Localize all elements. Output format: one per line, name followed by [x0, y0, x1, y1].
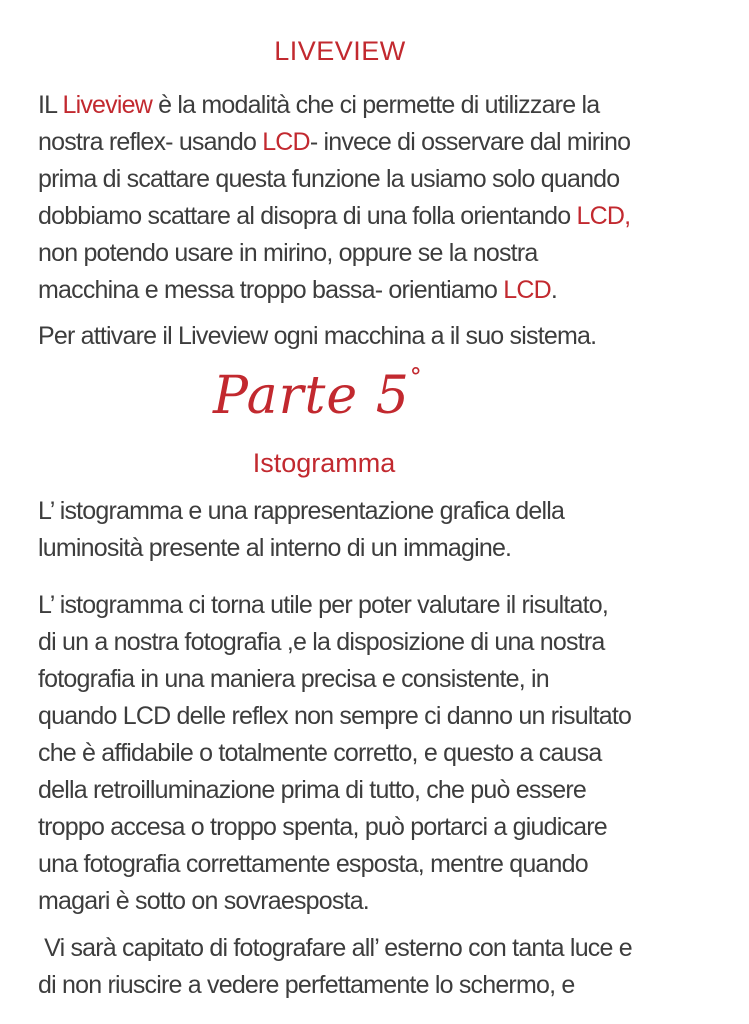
text-line	[38, 493, 749, 530]
highlighted-term: LCD,	[576, 202, 631, 230]
text-line	[38, 318, 749, 355]
text-segment: di non riuscire a vedere perfettamente lo schermo, e	[38, 971, 575, 999]
text-segment: .	[550, 276, 558, 304]
text-line	[38, 772, 749, 809]
text-line	[38, 846, 749, 883]
text-segment: L’ istogramma ci torna utile per poter valutare il risultato,	[38, 591, 608, 619]
paragraph-outdoor-light	[38, 930, 749, 1004]
text-segment: dobbiamo scattare al disopra di una folla orientando	[38, 202, 577, 230]
part-heading-script-text: Parte 5	[213, 366, 410, 426]
text-segment: della retroilluminazione prima di tutto, che può essere	[38, 776, 586, 804]
text-line	[38, 235, 749, 272]
text-segment: L’ istogramma e una rappresentazione grafica della	[38, 497, 565, 525]
text-line	[38, 735, 749, 772]
text-line	[38, 930, 749, 967]
text-segment: fotografia in una maniera precisa e consistente, in	[38, 665, 549, 693]
text-segment: luminosità presente al interno di un immagine.	[38, 534, 512, 562]
paragraph-istogramma-usefulness	[38, 587, 749, 920]
text-segment: nostra reflex- usando	[38, 128, 263, 156]
text-segment: IL	[38, 91, 63, 119]
text-segment: di un a nostra fotografia ,e la disposizione di una nostra	[38, 628, 605, 656]
text-line	[38, 661, 749, 698]
text-segment: prima di scattare questa funzione la usiamo solo quando	[38, 165, 620, 193]
text-segment: magari è sotto on sovraesposta.	[38, 887, 369, 915]
section-title-istogramma: Istogramma	[252, 448, 396, 478]
highlighted-term: Liveview	[62, 91, 152, 119]
text-segment: macchina e messa troppo bassa- orientiamo	[38, 276, 504, 304]
paragraph-liveview-activation	[38, 318, 749, 355]
text-segment: è la modalità che ci permette di utilizzare la	[151, 91, 600, 119]
text-segment: Vi sarà capitato di fotografare all’ esterno con tanta luce e	[38, 934, 632, 962]
text-line	[38, 161, 749, 198]
text-line	[38, 698, 749, 735]
text-segment: Per attivare il Liveview ogni macchina a il suo sistema.	[38, 322, 597, 350]
text-segment: quando LCD delle reflex non sempre ci danno un risultato	[38, 702, 632, 730]
text-line	[38, 530, 749, 567]
highlighted-term: LCD	[503, 276, 551, 304]
text-line	[38, 883, 749, 920]
text-line	[38, 587, 749, 624]
text-line	[38, 124, 749, 161]
text-line	[38, 272, 749, 309]
text-line	[38, 967, 749, 1004]
text-segment: troppo accesa o troppo spenta, può portarci a giudicare	[38, 813, 607, 841]
text-segment: una fotografia correttamente esposta, mentre quando	[38, 850, 588, 878]
text-segment: che è affidabile o totalmente corretto, e questo a causa	[38, 739, 602, 767]
text-line	[38, 809, 749, 846]
text-line	[38, 87, 749, 124]
degree-symbol: °	[409, 363, 421, 391]
text-segment: non potendo usare in mirino, oppure se la nostra	[38, 239, 538, 267]
text-line	[38, 198, 749, 235]
text-segment: - invece di osservare dal mirino	[309, 128, 631, 156]
paragraph-istogramma-definition	[38, 493, 749, 567]
text-line	[38, 624, 749, 661]
section-title-liveview: LIVEVIEW	[274, 36, 406, 66]
paragraph-liveview-intro	[38, 87, 749, 309]
highlighted-term: LCD	[262, 128, 310, 156]
part-heading	[0, 361, 653, 431]
